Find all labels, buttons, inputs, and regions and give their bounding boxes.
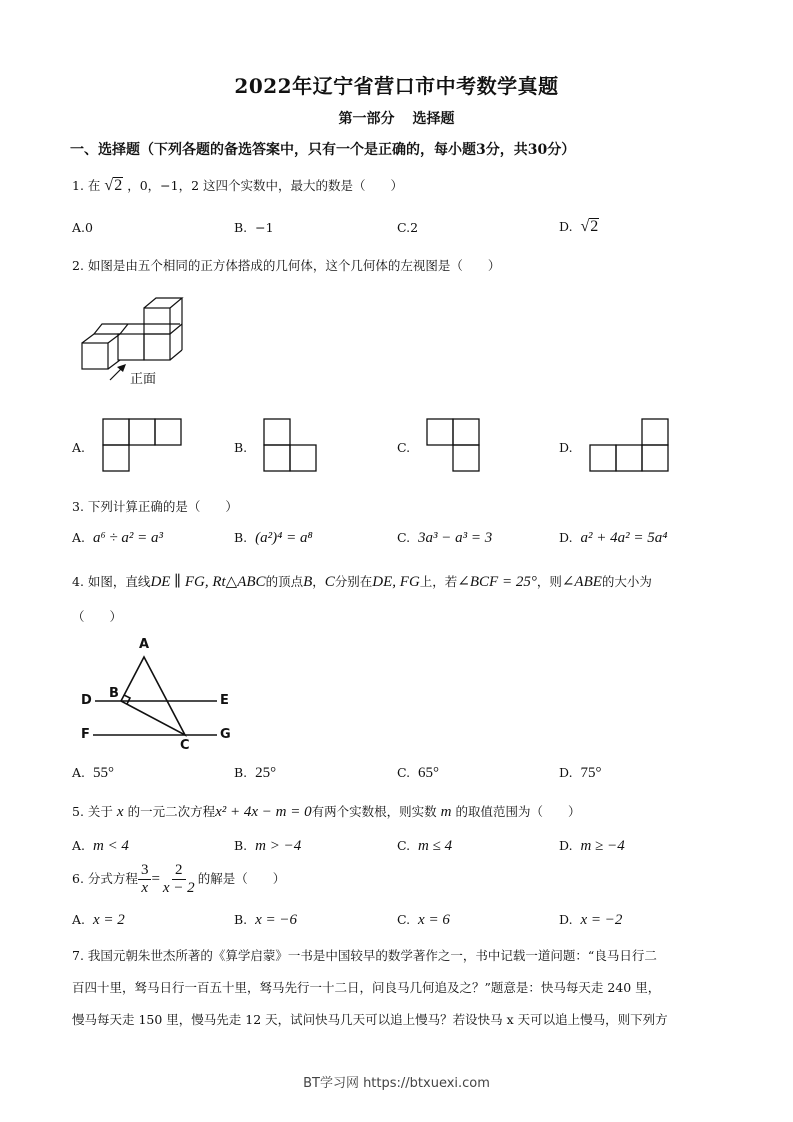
question-3-option-a[interactable]: A. a⁶ ÷ a² = a³: [72, 530, 164, 546]
question-4-option-b[interactable]: B. 25°: [234, 765, 277, 781]
document-title: 2022年辽宁省营口市中考数学真题: [234, 74, 559, 98]
question-3-option-d[interactable]: D. a² + 4a² = 5a⁴: [559, 530, 668, 546]
question-1-stem: 1. 在 √2 ，0，−1，2 这四个实数中，最大的数是（ ）: [72, 177, 403, 194]
question-1-option-d[interactable]: D. √2: [559, 218, 599, 235]
question-4-option-d[interactable]: D. 75°: [559, 765, 602, 781]
part-type: 选择题: [412, 111, 455, 127]
question-2-option-d-label[interactable]: D.: [559, 440, 573, 455]
fraction-3-over-x: $\frac{3}{x}$: [138, 862, 152, 897]
question-3-stem: 3. 下列计算正确的是（ ）: [72, 499, 238, 514]
question-4-stem: 4. 如图，直线DE ∥ FG, Rt△ABC的顶点B，C分别在DE, FG上，若∠BCF = 25°，则∠ABE的大小为: [72, 574, 652, 590]
point-a-label: A: [139, 637, 150, 652]
question-1-option-b[interactable]: B. −1: [234, 220, 274, 235]
question-2-option-b-label[interactable]: B.: [234, 440, 248, 455]
question-6-option-a[interactable]: A. x = 2: [72, 912, 125, 928]
fraction-2-over-x-minus-2: $\frac{2}{x - 2}$: [162, 862, 195, 896]
question-5-stem: 5. 关于 x 的一元二次方程x² + 4x − m = 0有两个实数根，则实数 m 的取值范围为（ ）: [72, 804, 581, 820]
point-f-label: F: [81, 727, 90, 742]
question-4-option-a[interactable]: A. 55°: [72, 765, 114, 781]
part-label: 第一部分: [338, 111, 395, 127]
sqrt-expression: √2: [580, 218, 599, 235]
question-1-option-c[interactable]: C.2: [397, 220, 419, 235]
question-2-option-a-label[interactable]: A.: [72, 440, 86, 455]
question-6-option-b[interactable]: B. x = −6: [234, 912, 298, 928]
point-g-label: G: [220, 727, 231, 742]
sqrt-expression: √2: [104, 177, 123, 194]
front-view-label: 正面: [130, 372, 157, 387]
question-5-option-d[interactable]: D. m ≥ −4: [559, 838, 625, 854]
question-2-option-c-label[interactable]: C.: [397, 440, 411, 455]
point-c-label: C: [180, 738, 190, 753]
question-7-stem-line2: 百四十里，驽马日行一百五十里，驽马先行一十二日，问良马几何追及之？”题意是：快马每天走 240 里，: [72, 980, 661, 995]
point-d-label: D: [81, 693, 92, 708]
question-2-stem: 2. 如图是由五个相同的正方体搭成的几何体，这个几何体的左视图是（ ）: [72, 258, 501, 273]
footer-watermark: BT学习网 https://btxuexi.com: [303, 1076, 490, 1091]
question-1-option-a[interactable]: A.0: [72, 220, 93, 235]
point-b-label: B: [109, 686, 119, 701]
question-5-option-c[interactable]: C. m ≤ 4: [397, 838, 453, 854]
question-3-option-c[interactable]: C. 3a³ − a³ = 3: [397, 530, 493, 546]
question-3-option-b[interactable]: B. (a²)⁴ = a⁸: [234, 530, 313, 546]
question-6-option-c[interactable]: C. x = 6: [397, 912, 450, 928]
section-heading: 一、选择题（下列各题的备选答案中，只有一个是正确的，每小题3分，共30分）: [70, 142, 576, 158]
question-5-option-b[interactable]: B. m > −4: [234, 838, 302, 854]
question-5-option-a[interactable]: A. m < 4: [72, 838, 129, 854]
question-7-stem-line1: 7. 我国元朝朱世杰所著的《算学启蒙》一书是中国较早的数学著作之一，书中记载一道问题：“良马日行二: [72, 948, 657, 963]
question-6-stem: 6. 分式方程 $\frac{3}{x}$ = $\frac{2}{x - 2}$ 的解是（ ）: [72, 862, 286, 896]
question-7-stem-line3: 慢马每天走 150 里，慢马先走 12 天，试问快马几天可以追上慢马？若设快马 x 天可以追上慢马，则下列方: [72, 1012, 668, 1027]
point-e-label: E: [220, 693, 229, 708]
question-6-option-d[interactable]: D. x = −2: [559, 912, 623, 928]
question-4-stem-line2: （ ）: [72, 609, 123, 624]
question-4-option-c[interactable]: C. 65°: [397, 765, 440, 781]
